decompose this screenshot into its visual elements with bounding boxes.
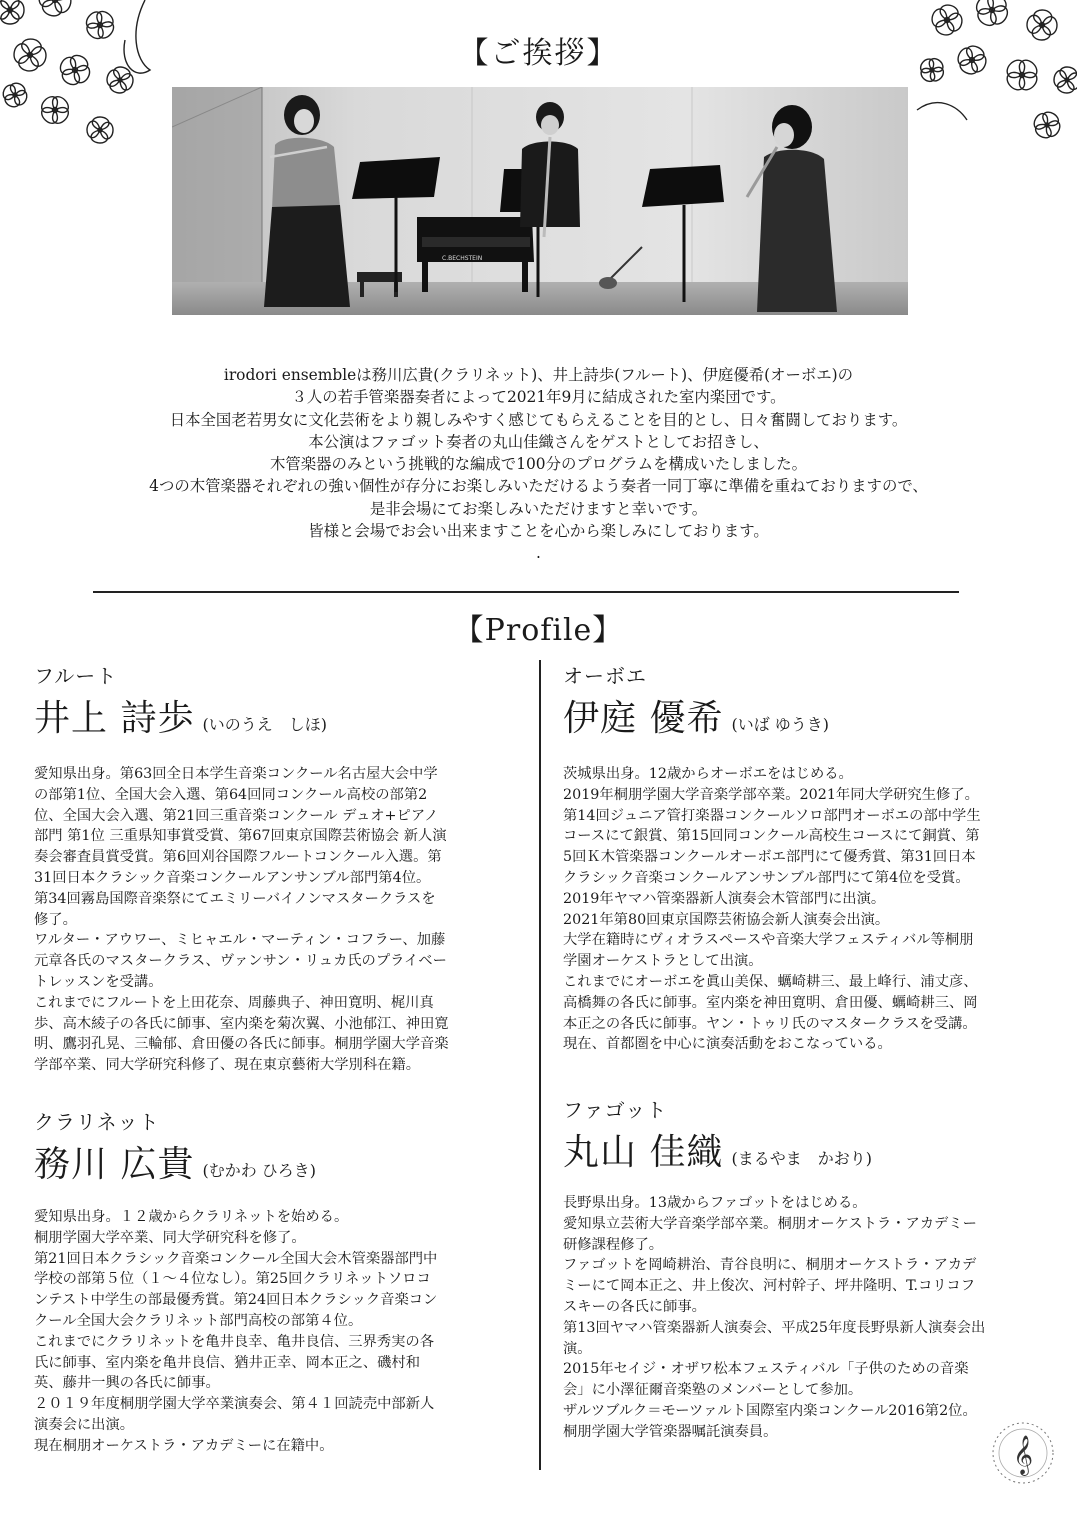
bio-line: 会」に小澤征爾音楽塾のメンバーとして参加。 (563, 1382, 863, 1399)
bio-line: 歩、高木綾子の各氏に師事、室内楽を菊次翼、小池郁江、神田寛 (34, 1015, 449, 1032)
performer-name: 伊庭 優希 (563, 698, 724, 739)
bio-line: 元章各氏のマスタークラス、ヴァンサン・リュカ氏のプライベー (34, 953, 447, 970)
bio-line: 位、全国大会入選、第21回三重音楽コンクール デュオ+ピアノ (34, 807, 439, 824)
profile-name-oboe (563, 690, 829, 741)
hydrangea-decoration-left (0, 0, 180, 170)
bio-line: 第21回日本クラシック音楽コンクール全国大会木管楽器部門中 (34, 1250, 438, 1267)
greeting-line: irodori ensembleは務川広貴(クラリネット)、井上詩歩(フルート)、伊庭優希(オーボエ)の (223, 366, 854, 384)
bio-line: 学部卒業、同大学研究科修了、現在東京藝術大学別科在籍。 (34, 1057, 421, 1074)
profile-bio-oboe (563, 764, 1043, 1055)
bio-line: これまでにフルートを上田花奈、周藤典子、神田寛明、梶川真 (34, 994, 434, 1011)
bio-line: 2019年ヤマハ管楽器新人演奏会木管部門に出演。 (563, 890, 886, 907)
bio-line: 本正之の各氏に師事。ヤン・トゥリ氏のマスタークラスを受講。 (563, 1015, 977, 1032)
bio-line: 2015年セイジ・オザワ松本フェスティバル「子供のための音楽 (563, 1361, 969, 1378)
bio-line: 演奏会に出演。 (34, 1416, 135, 1433)
bio-line: ミーにて岡本正之、井上俊次、河村幹子、坪井隆明、T.コリコフ (563, 1278, 976, 1295)
performer-kana: (まるやま かおり) (731, 1149, 872, 1168)
treble-clef-icon (988, 1418, 1058, 1488)
piano-brand-label: C.BECHSTEIN (442, 255, 483, 262)
profile-instrument-oboe: オーボエ (563, 664, 647, 688)
bio-line: 現在桐朋オーケストラ・アカデミーに在籍中。 (34, 1437, 334, 1454)
greeting-line: 日本全国老若男女に文化芸術をより親しみやすく感じてもらえることを目的とし、日々奮闘しております。 (169, 410, 908, 429)
greeting-line: 皆様と会場でお会い出来ますことを心から楽しみにしております。 (308, 522, 769, 541)
bio-line: 長野県出身。13歳からファゴットをはじめる。 (563, 1195, 867, 1211)
bio-line: 第14回ジュニア管打楽器コンクールソロ部門オーボエの部中学生 (563, 807, 981, 824)
profile-bio-clarinet (34, 1207, 514, 1457)
bio-line: ザルツブルク＝モーツァルト国際室内楽コンクール2016第2位。 (563, 1402, 977, 1419)
greeting-line: 4つの木管楽器それぞれの強い個性が存分にお楽しみいただけるよう奏者一同丁寧に準備を重ねておりますので、 (149, 477, 928, 496)
greeting-line: 是非会場にてお楽しみいただけますと幸いです。 (369, 499, 708, 518)
profile-name-clarinet (34, 1136, 316, 1187)
bio-line: 研修課程修了。 (563, 1236, 664, 1253)
performer-name: 務川 広貴 (34, 1144, 195, 1185)
bio-line: 5回Ｋ木管楽器コンクールオーボエ部門にて優秀賞、第31回日本 (563, 849, 976, 866)
bio-line: 高橋舞の各氏に師事。室内楽を神田寛明、倉田優、蠣崎耕三、岡 (563, 994, 978, 1011)
hydrangea-decoration-right (897, 0, 1077, 160)
greeting-line: 本公演はファゴット奏者の丸山佳織さんをゲストとしてお招きし、 (308, 432, 769, 451)
greeting-line: 木管楽器のみという挑戦的な編成で100分のプログラムを構成いたしました。 (269, 455, 808, 474)
bio-line: 学園オーケストラとして出演。 (563, 953, 763, 970)
performer-name: 丸山 佳織 (563, 1132, 724, 1173)
bio-line: 部門 第1位 三重県知事賞受賞、第67回東京国際芸術協会 新人演 (34, 828, 447, 845)
column-divider (539, 660, 541, 1470)
bio-line: これまでにオーボエを眞山美保、蠣崎耕三、最上峰行、浦丈彦、 (563, 973, 978, 990)
bio-line: 氏に師事、室内楽を亀井良信、猶井正幸、岡本正之、磯村和 (34, 1354, 421, 1371)
performer-kana: (いのうえ しほ) (202, 715, 327, 734)
bio-line: トレッスンを受講。 (34, 973, 163, 990)
bio-line: の部第1位、全国大会入選、第64回同コンクール高校の部第2 (34, 786, 428, 803)
greeting-title: 【ご挨拶】 (458, 36, 619, 71)
greeting-line: . (536, 544, 541, 563)
bio-line: 桐朋学園大学管楽器嘱託演奏員。 (563, 1423, 778, 1440)
section-divider (93, 591, 959, 593)
bio-line: 茨城県出身。12歳からオーボエをはじめる。 (563, 766, 853, 782)
bio-line: ワルター・アウワー、ミヒャエル・マーティン・コフラー、加藤 (34, 932, 446, 949)
bio-line: 愛知県出身。１２歳からクラリネットを始める。 (34, 1209, 349, 1225)
bio-line: 愛知県出身。第63回全日本学生音楽コンクール名古屋大会中学 (34, 766, 438, 782)
bio-line: スキーの各氏に師事。 (563, 1298, 706, 1315)
bio-line: 31回日本クラシック音楽コンクールアンサンブル部門第4位。 (34, 869, 431, 886)
bio-line: これまでにクラリネットを亀井良幸、亀井良信、三界秀実の各 (34, 1333, 435, 1350)
bio-line: 修了。 (34, 911, 77, 928)
bio-line: コースにて銀賞、第15回同コンクール高校生コースにて銅賞、第 (563, 828, 980, 845)
profile-bio-flute (34, 764, 514, 1076)
profile-instrument-flute: フルート (34, 664, 118, 688)
bio-line: 第34回霧島国際音楽祭にてエミリーバイノンマスタークラスを (34, 890, 436, 907)
bio-line: ファゴットを岡崎耕治、青谷良明に、桐朋オーケストラ・アカデ (563, 1257, 977, 1274)
performer-kana: (むかわ ひろき) (202, 1161, 317, 1180)
profile-name-flute (34, 690, 327, 741)
greeting-line: ３人の若手管楽器奏者によって2021年9月に結成された室内楽団です。 (291, 388, 786, 407)
profile-name-bassoon (563, 1124, 872, 1175)
bio-line: 現在、首都圏を中心に演奏活動をおこなっている。 (563, 1036, 892, 1053)
greeting-text (60, 364, 1017, 565)
bio-line: ンテスト中学生の部最優秀賞。第24回日本クラシック音楽コン (34, 1292, 438, 1309)
bio-line: クラシック音楽コンクールアンサンブル部門にて第4位を受賞。 (563, 869, 970, 886)
performer-kana: (いば ゆうき) (731, 715, 830, 734)
bio-line: 2019年桐朋学園大学音楽学部卒業。2021年同大学研究生修了。 (563, 786, 979, 803)
profile-instrument-bassoon: ファゴット (563, 1098, 668, 1122)
profile-bio-bassoon (563, 1193, 1043, 1443)
bio-line: 2021年第80回東京国際芸術協会新人演奏会出演。 (563, 911, 890, 928)
bio-line: 第13回ヤマハ管楽器新人演奏会、平成25年度長野県新人演奏会出 (563, 1319, 986, 1336)
profile-instrument-clarinet: クラリネット (34, 1110, 160, 1134)
bio-line: 大学在籍時にヴィオラスペースや音楽大学フェスティバル等桐朋 (563, 932, 974, 949)
ensemble-photo (172, 87, 908, 315)
bio-line: 明、鷹羽孔晃、三輪郁、倉田優の各氏に師事。桐朋学園大学音楽 (34, 1036, 449, 1053)
performer-name: 井上 詩歩 (34, 698, 195, 739)
bio-line: 奏会審査員賞受賞。第6回刈谷国際フルートコンクール入選。第 (34, 849, 442, 866)
bio-line: ２０１９年度桐朋学園大学卒業演奏会、第４１回読売中部新人 (34, 1396, 435, 1413)
bio-line: 演。 (563, 1340, 592, 1357)
bio-line: 愛知県立芸術大学音楽学部卒業。桐朋オーケストラ・アカデミー (563, 1215, 977, 1232)
bio-line: 桐朋学園大学卒業、同大学研究科を修了。 (34, 1229, 306, 1246)
profile-title: 【Profile】 (453, 613, 624, 648)
svg-text:𝄞: 𝄞 (1012, 1435, 1034, 1475)
bio-line: 英、藤井一興の各氏に師事。 (34, 1375, 220, 1392)
bio-line: 学校の部第５位（１～４位なし）。第25回クラリネットソロコ (34, 1271, 431, 1288)
bio-line: クール全国大会クラリネット部門高校の部第４位。 (34, 1312, 363, 1329)
